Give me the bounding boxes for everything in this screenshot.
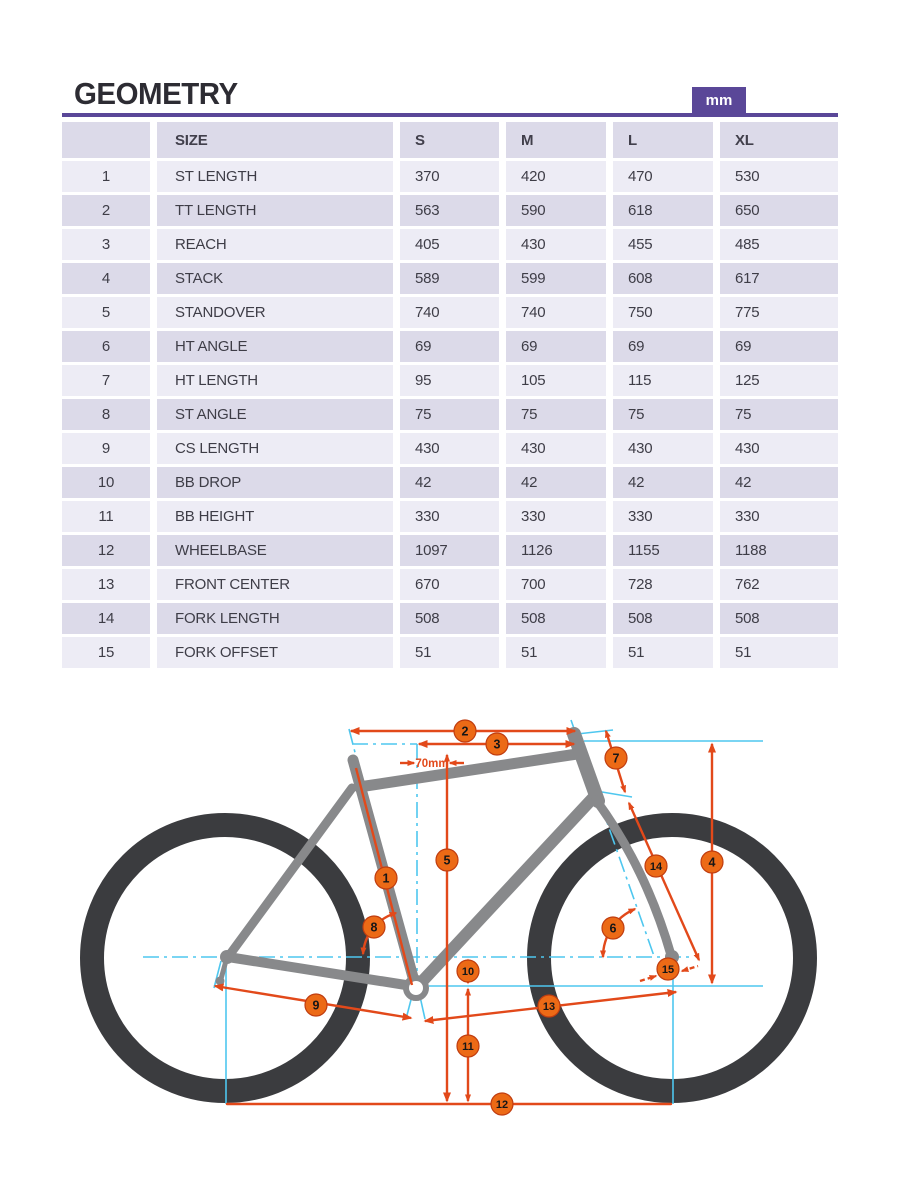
value-cell-m: 1126	[506, 535, 606, 566]
value-cell-m: 42	[506, 467, 606, 498]
callout-2	[454, 720, 476, 742]
size-label-cell: HT LENGTH	[157, 365, 393, 396]
value-cell-s: 589	[400, 263, 499, 294]
svg-text:5: 5	[443, 853, 451, 868]
row-number-cell: 6	[62, 331, 150, 362]
row-number-cell: 15	[62, 637, 150, 668]
value-cell-s: 670	[400, 569, 499, 600]
rear-derailleur	[216, 977, 225, 986]
size-label-cell: REACH	[157, 229, 393, 260]
row-number-cell: 2	[62, 195, 150, 226]
svg-text:9: 9	[312, 998, 320, 1013]
value-cell-s: 430	[400, 433, 499, 464]
svg-text:4: 4	[708, 855, 716, 870]
dim-fork-offset-b	[682, 966, 698, 971]
value-cell-xl: 1188	[720, 535, 838, 566]
value-cell-m: 590	[506, 195, 606, 226]
value-cell-s: 69	[400, 331, 499, 362]
value-cell-m: 700	[506, 569, 606, 600]
size-label-cell: HT ANGLE	[157, 331, 393, 362]
col-header-l: L	[613, 122, 713, 158]
size-label-cell: ST LENGTH	[157, 161, 393, 192]
bottom-bracket	[406, 978, 426, 998]
value-cell-m: 740	[506, 297, 606, 328]
svg-text:8: 8	[370, 920, 378, 935]
value-cell-m: 69	[506, 331, 606, 362]
callout-6	[602, 917, 624, 939]
row-number-cell: 9	[62, 433, 150, 464]
value-cell-s: 508	[400, 603, 499, 634]
size-label-cell: FORK OFFSET	[157, 637, 393, 668]
value-cell-s: 95	[400, 365, 499, 396]
svg-text:7: 7	[612, 751, 620, 766]
callout-4	[701, 851, 723, 873]
callout-14	[645, 855, 667, 877]
value-cell-xl: 530	[720, 161, 838, 192]
dim-fork-offset-a	[640, 976, 656, 981]
size-label-cell: FORK LENGTH	[157, 603, 393, 634]
callout-15	[657, 958, 679, 980]
value-cell-m: 75	[506, 399, 606, 430]
value-cell-s: 563	[400, 195, 499, 226]
value-cell-m: 330	[506, 501, 606, 532]
bike-geometry-diagram	[0, 700, 900, 1170]
value-cell-l: 330	[613, 501, 713, 532]
value-cell-xl: 330	[720, 501, 838, 532]
row-number-cell: 3	[62, 229, 150, 260]
svg-text:3: 3	[493, 737, 501, 752]
value-cell-m: 105	[506, 365, 606, 396]
size-label-cell: STANDOVER	[157, 297, 393, 328]
size-label-cell: TT LENGTH	[157, 195, 393, 226]
callout-7	[605, 747, 627, 769]
svg-text:15: 15	[661, 964, 675, 976]
value-cell-l: 51	[613, 637, 713, 668]
callout-8	[363, 916, 385, 938]
size-label-cell: BB DROP	[157, 467, 393, 498]
value-cell-s: 75	[400, 399, 499, 430]
value-cell-l: 508	[613, 603, 713, 634]
size-label-cell: FRONT CENTER	[157, 569, 393, 600]
row-number-cell: 1	[62, 161, 150, 192]
callout-11	[457, 1035, 479, 1057]
col-header-xl: XL	[720, 122, 838, 158]
value-cell-xl: 485	[720, 229, 838, 260]
svg-text:11: 11	[462, 1041, 474, 1053]
svg-text:1: 1	[382, 871, 390, 886]
value-cell-m: 599	[506, 263, 606, 294]
callout-13	[538, 995, 560, 1017]
svg-text:12: 12	[495, 1099, 509, 1111]
callout-1	[375, 867, 397, 889]
value-cell-l: 75	[613, 399, 713, 430]
row-number-cell: 13	[62, 569, 150, 600]
row-number-cell: 12	[62, 535, 150, 566]
callout-12	[491, 1093, 513, 1115]
value-cell-l: 115	[613, 365, 713, 396]
value-cell-l: 69	[613, 331, 713, 362]
geometry-table	[62, 122, 838, 668]
value-cell-xl: 650	[720, 195, 838, 226]
svg-text:10: 10	[461, 966, 475, 978]
callout-10	[457, 960, 479, 982]
row-number-cell: 4	[62, 263, 150, 294]
value-cell-s: 1097	[400, 535, 499, 566]
row-number-cell: 7	[62, 365, 150, 396]
value-cell-l: 1155	[613, 535, 713, 566]
value-cell-xl: 42	[720, 467, 838, 498]
value-cell-l: 470	[613, 161, 713, 192]
row-number-cell: 10	[62, 467, 150, 498]
value-cell-s: 330	[400, 501, 499, 532]
size-label-cell: BB HEIGHT	[157, 501, 393, 532]
size-label-cell: ST ANGLE	[157, 399, 393, 430]
callout-9	[305, 994, 327, 1016]
value-cell-s: 51	[400, 637, 499, 668]
value-cell-s: 740	[400, 297, 499, 328]
value-cell-s: 42	[400, 467, 499, 498]
value-cell-xl: 430	[720, 433, 838, 464]
value-cell-xl: 508	[720, 603, 838, 634]
row-number-cell: 8	[62, 399, 150, 430]
value-cell-l: 608	[613, 263, 713, 294]
svg-text:2: 2	[461, 724, 469, 739]
row-number-cell: 14	[62, 603, 150, 634]
value-cell-l: 42	[613, 467, 713, 498]
svg-text:13: 13	[542, 1001, 556, 1013]
value-cell-xl: 775	[720, 297, 838, 328]
value-cell-xl: 617	[720, 263, 838, 294]
value-cell-l: 750	[613, 297, 713, 328]
row-number-cell: 11	[62, 501, 150, 532]
value-cell-s: 370	[400, 161, 499, 192]
col-header-size: SIZE	[157, 122, 393, 158]
value-cell-m: 508	[506, 603, 606, 634]
value-cell-l: 728	[613, 569, 713, 600]
value-cell-xl: 69	[720, 331, 838, 362]
value-cell-m: 430	[506, 433, 606, 464]
size-label-cell: STACK	[157, 263, 393, 294]
offset-dimension-label: 70mm	[415, 758, 449, 770]
row-number-cell: 5	[62, 297, 150, 328]
col-header-index	[62, 122, 150, 158]
value-cell-s: 405	[400, 229, 499, 260]
page-title: GEOMETRY	[74, 76, 238, 111]
value-cell-l: 455	[613, 229, 713, 260]
value-cell-l: 430	[613, 433, 713, 464]
value-cell-xl: 75	[720, 399, 838, 430]
size-label-cell: CS LENGTH	[157, 433, 393, 464]
svg-text:14: 14	[649, 861, 663, 873]
unit-badge: mm	[692, 87, 746, 114]
value-cell-l: 618	[613, 195, 713, 226]
value-cell-m: 420	[506, 161, 606, 192]
value-cell-m: 51	[506, 637, 606, 668]
callout-3	[486, 733, 508, 755]
value-cell-xl: 762	[720, 569, 838, 600]
value-cell-xl: 125	[720, 365, 838, 396]
size-label-cell: WHEELBASE	[157, 535, 393, 566]
value-cell-xl: 51	[720, 637, 838, 668]
svg-text:6: 6	[609, 921, 617, 936]
col-header-m: M	[506, 122, 606, 158]
value-cell-m: 430	[506, 229, 606, 260]
callout-5	[436, 849, 458, 871]
col-header-s: S	[400, 122, 499, 158]
accent-rule	[62, 113, 838, 117]
